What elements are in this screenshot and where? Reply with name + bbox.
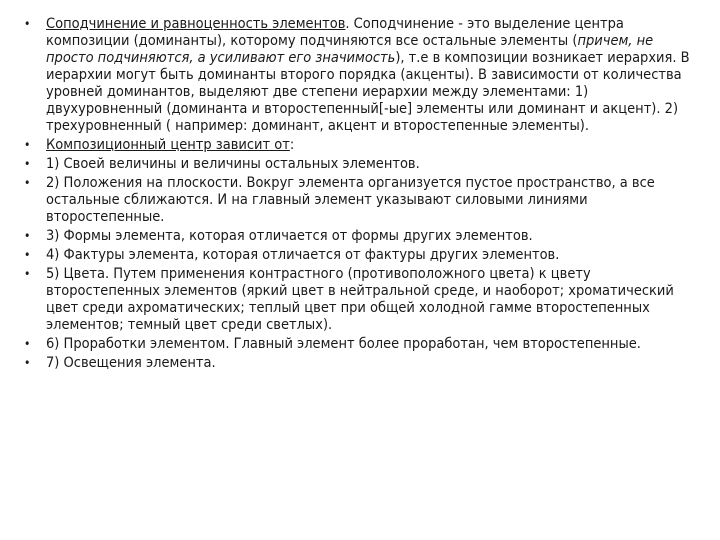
bullet-item: [24, 247, 692, 264]
bullet-item: [24, 175, 692, 226]
bullet-icon: •: [24, 138, 31, 152]
bullet-icon: •: [24, 248, 31, 262]
bullet-item: [24, 336, 692, 353]
bullet-text-segment: 5) Цвета. Путем применения контрастного (противоположного цвета) к цвету второстепенных элементов (яркий цвет в нейтральной среде, и наоборот; хроматический цвет среди ахроматических; теплый цвет при общей холодной гамме второстепенных элементов; темный цвет среди светлых).: [46, 266, 674, 333]
bullet-icon: •: [24, 356, 31, 370]
bullet-item: [24, 156, 692, 173]
bullet-text-segment: 1) Своей величины и величины остальных элементов.: [46, 156, 420, 172]
bullet-list: [24, 16, 692, 374]
bullet-icon: •: [24, 176, 31, 190]
bullet-text-segment: 2) Положения на плоскости. Вокруг элемента организуется пустое пространство, а все остальные сближаются. И на главный элемент указывают силовыми линиями второстепенные.: [46, 175, 655, 225]
bullet-text-segment: 6) Проработки элементом. Главный элемент более проработан, чем второстепенные.: [46, 336, 641, 352]
bullet-icon: •: [24, 267, 31, 281]
bullet-item: [24, 266, 692, 334]
bullet-icon: •: [24, 229, 31, 243]
bullet-item: [24, 137, 692, 154]
bullet-icon: •: [24, 17, 31, 31]
bullet-text-segment: 4) Фактуры элемента, которая отличается от фактуры других элементов.: [46, 247, 560, 263]
bullet-text-segment: 7) Освещения элемента.: [46, 355, 216, 371]
bullet-text-segment: Композиционный центр зависит от: [46, 137, 290, 153]
bullet-item: [24, 16, 692, 135]
bullet-text-segment: причем, не просто подчиняются, а усиливают его значимость: [46, 33, 654, 66]
bullet-item: [24, 355, 692, 372]
bullet-item: [24, 228, 692, 245]
bullet-icon: •: [24, 337, 31, 351]
bullet-text-segment: . Соподчинение - это выделение центра композиции (доминанты), которому подчиняются все остальные элементы (: [46, 16, 624, 49]
bullet-text-segment: :: [289, 137, 295, 153]
bullet-text-segment: 3) Формы элемента, которая отличается от формы других элементов.: [46, 228, 533, 244]
bullet-text-segment: Соподчинение и равноценность элементов: [46, 16, 346, 32]
bullet-icon: •: [24, 157, 31, 171]
bullet-text-segment: ), т.е в композиции возникает иерархия. В иерархии могут быть доминанты второго порядка (акценты). В зависимости от количества уровней доминантов, выделяют две степени иерархии между элементами: 1) двухуровненный (доминанта и второстепенный[-ые] элементы или доминант и акцент). 2) трехуровненный ( например: доминант, акцент и второстепенные элементы).: [46, 50, 690, 134]
